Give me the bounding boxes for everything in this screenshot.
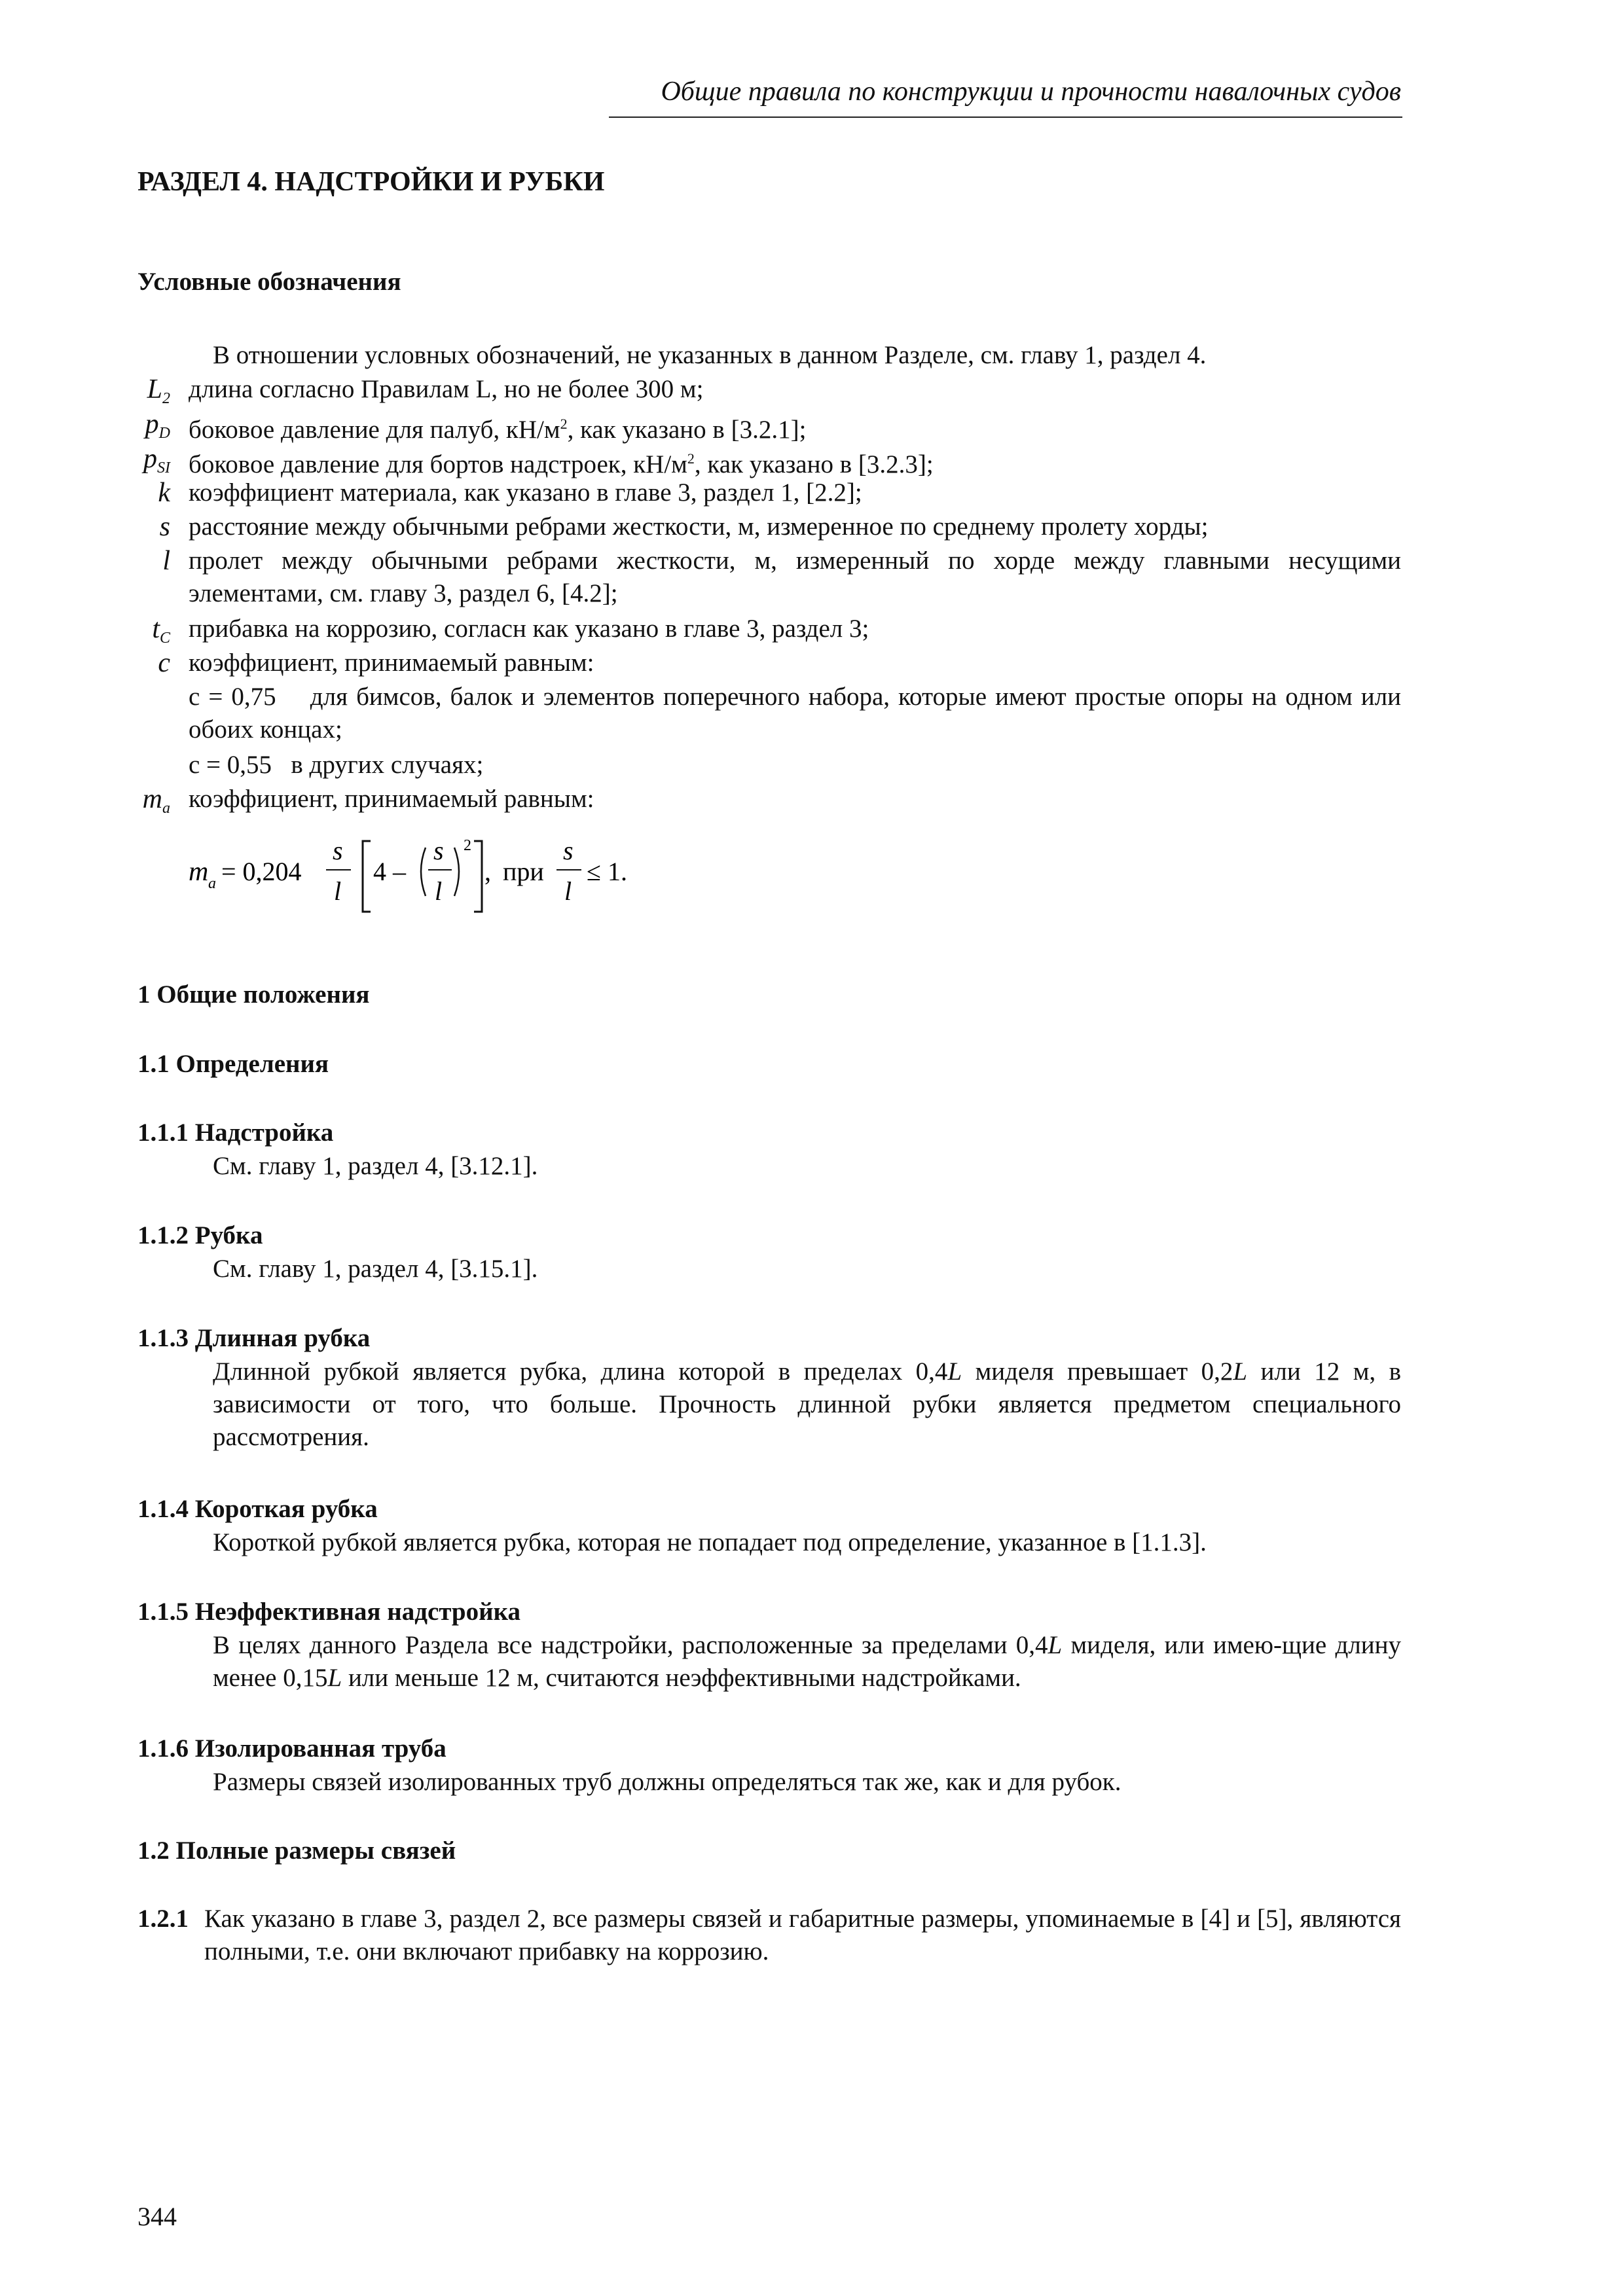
symbol-pSI: $p_{SI}$ xyxy=(143,444,170,476)
formula-frac2-den: l xyxy=(435,876,443,906)
symbol-ma: $m_a$ xyxy=(142,784,170,817)
formula-frac2-num: s xyxy=(433,836,444,865)
c-case-1-value: c = 0,75 xyxy=(189,683,276,711)
heading-1-1-6: 1.1.6 Изолированная труба xyxy=(137,1734,447,1763)
heading-1-1-1: 1.1.1 Надстройка xyxy=(137,1119,334,1147)
heading-1-2: 1.2 Полные размеры связей xyxy=(137,1837,456,1865)
c-case-1 xyxy=(189,681,1401,746)
heading-1-1-5: 1.1.5 Неэффективная надстройка xyxy=(137,1598,520,1626)
para-1-2-1 xyxy=(137,1903,1401,1968)
symbol-pD: $p_D$ xyxy=(145,409,170,442)
para-1-2-1-body: Как указано в главе 3, раздел 2, все размеры связей и габаритные размеры, упоминаемые в [4] и [5], являются полными, т.е. они включают прибавку на коррозию. xyxy=(204,1905,1401,1965)
symbol-L2-definition: длина согласно Правилам L, но не более 300 м; xyxy=(189,375,704,403)
heading-1-1: 1.1 Определения xyxy=(137,1050,329,1078)
symbol-ma-definition: коэффициент, принимаемый равным: xyxy=(189,785,594,813)
symbol-pSI-definition: боковое давление для бортов надстроек, $кН/м^2$, как указано в [3.2.3]; xyxy=(189,450,934,478)
formula-four-minus: 4 – xyxy=(373,857,406,886)
symbol-tC: $t_C$ xyxy=(152,614,170,647)
formula-lhs: m xyxy=(189,857,209,887)
symbol-s: s xyxy=(159,512,170,542)
formula-frac1-num: s xyxy=(333,836,343,865)
symbol-l-definition: пролет между обычными ребрами жесткости, м, измеренный по хорде между главными несущими элементами, см. главу 3, раздел 6, [4.2]; xyxy=(189,547,1401,607)
formula-coefficient: = 0,204 xyxy=(221,857,302,886)
symbol-c-definition: коэффициент, принимаемый равным: xyxy=(189,649,594,677)
body-1-1-5: В целях данного Раздела все надстройки, расположенные за пределами 0,4L миделя, или имею-щие длину менее 0,15L или меньше 12 м, считаются неэффективными надстройками. xyxy=(213,1631,1401,1692)
formula-le: ≤ 1. xyxy=(587,857,627,886)
formula-left-bracket xyxy=(363,841,371,912)
running-header: Общие правила по конструкции и прочности навалочных судов xyxy=(661,77,1401,107)
c-case-2-text: в других случаях; xyxy=(291,751,484,779)
formula-frac3-num: s xyxy=(563,836,574,865)
formula-comma: , xyxy=(484,857,491,886)
section-title: РАЗДЕЛ 4. НАДСТРОЙКИ И РУБКИ xyxy=(137,167,605,197)
body-1-1-3: Длинной рубкой является рубка, длина которой в пределах 0,4L миделя превышает 0,2L или 12 м, в зависимости от того, что больше. Прочность длинной рубки является предметом специального рассмотрения. xyxy=(213,1357,1401,1451)
symbol-c: c xyxy=(158,648,170,678)
symbol-l: l xyxy=(162,546,170,576)
formula-frac3-den: l xyxy=(564,876,572,906)
ma-formula-svg xyxy=(177,828,701,926)
c-case-1-text: для бимсов, балок и элементов поперечного набора, которые имеют простые опоры на одном или обоих концах; xyxy=(189,683,1402,744)
symbol-k-definition: коэффициент материала, как указано в главе 3, раздел 1, [2.2]; xyxy=(189,478,862,507)
heading-1-1-4: 1.1.4 Короткая рубка xyxy=(137,1495,378,1523)
ma-formula xyxy=(177,828,701,926)
symbol-s-definition: расстояние между обычными ребрами жесткости, м, измеренное по среднему пролету хорды; xyxy=(189,512,1209,541)
body-1-1-1: См. главу 1, раздел 4, [3.12.1]. xyxy=(213,1152,538,1180)
page-number: 344 xyxy=(137,2202,177,2231)
symbol-pD-definition: боковое давление для палуб, $кН/м^2$, как указано в [3.2.1]; xyxy=(189,416,807,444)
symbol-L2: $L_2$ xyxy=(147,374,170,407)
formula-condition: при xyxy=(503,857,544,886)
formula-right-paren xyxy=(454,848,459,896)
formula-left-paren xyxy=(421,848,426,896)
symbols-heading: Условные обозначения xyxy=(137,268,401,296)
body-1-1-4: Короткой рубкой является рубка, которая не попадает под определение, указанное в [1.1.3]. xyxy=(213,1528,1207,1556)
heading-1-1-2: 1.1.2 Рубка xyxy=(137,1221,263,1249)
heading-1-1-3: 1.1.3 Длинная рубка xyxy=(137,1324,371,1352)
formula-lhs-sub: a xyxy=(208,875,216,892)
header-rule xyxy=(609,117,1402,118)
formula-power: 2 xyxy=(464,837,471,854)
formula-right-bracket xyxy=(474,841,482,912)
c-case-2 xyxy=(189,749,1401,781)
body-1-1-2: См. главу 1, раздел 4, [3.15.1]. xyxy=(213,1255,538,1283)
para-1-2-1-number: 1.2.1 xyxy=(137,1905,189,1933)
c-case-2-value: c = 0,55 xyxy=(189,751,272,779)
symbol-tC-definition: прибавка на коррозию, согласн как указано в главе 3, раздел 3; xyxy=(189,615,869,643)
body-1-1-6: Размеры связей изолированных труб должны определяться так же, как и для рубок. xyxy=(213,1768,1122,1796)
formula-frac1-den: l xyxy=(334,876,342,906)
heading-1: 1 Общие положения xyxy=(137,980,370,1009)
symbol-k: k xyxy=(158,478,170,508)
symbols-intro: В отношении условных обозначений, не указанных в данном Разделе, см. главу 1, раздел 4. xyxy=(213,341,1207,369)
